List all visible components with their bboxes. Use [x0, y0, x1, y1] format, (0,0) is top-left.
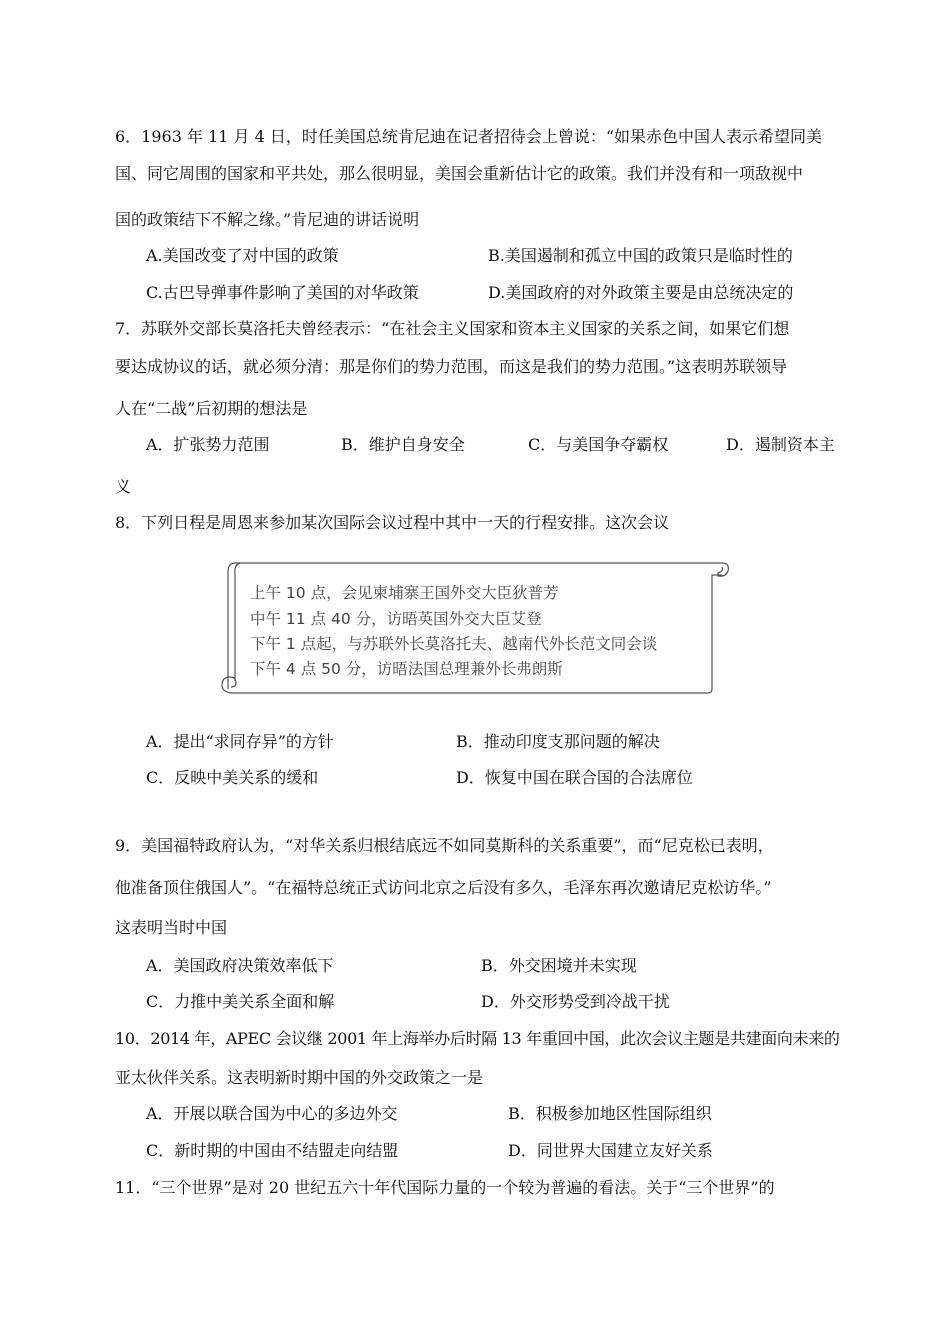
schedule-item-3: 下午 1 点起，与苏联外长莫洛托夫、越南代外长范文同会谈 [250, 635, 658, 653]
q11-stem-line-1: 11．“三个世界”是对 20 世纪五六十年代国际力量的一个较为普遍的看法。关于“三个世界”的 [115, 1178, 775, 1197]
q9-option-a: A．美国政府决策效率低下 [146, 956, 334, 975]
q7-stem-line-2: 要达成协议的话，就必须分清：那是你们的势力范围，而这是我们的势力范围。”这表明苏联领导 [115, 357, 788, 376]
q7-option-d: D．遏制资本主 [726, 435, 835, 454]
q6-option-a: A.美国改变了对中国的政策 [146, 246, 339, 265]
q10-stem-line-1: 10．2014 年，APEC 会议继 2001 年上海举办后时隔 13 年重回中国，此次会议主题是共建面向未来的 [115, 1029, 840, 1048]
q7-option-c: C．与美国争夺霸权 [528, 435, 669, 454]
q10-stem-line-2: 亚太伙伴关系。这表明新时期中国的外交政策之一是 [115, 1068, 484, 1087]
q6-stem-line-3: 国的政策结下不解之缘。”肯尼迪的讲话说明 [115, 210, 420, 229]
q7-stem-line-1: 7．苏联外交部长莫洛托夫曾经表示：“在社会主义国家和资本主义国家的关系之间，如果它们想 [115, 319, 790, 338]
q6-stem-line-2: 国、同它周围的国家和平共处，那么很明显，美国会重新估计它的政策。我们并没有和一项敌视中 [115, 164, 804, 183]
q9-option-b: B．外交困境并未实现 [481, 956, 637, 975]
q6-option-d: D.美国政府的对外政策主要是由总统决定的 [488, 283, 794, 302]
q10-option-d: D．同世界大国建立友好关系 [508, 1141, 713, 1160]
q9-option-c: C．力推中美关系全面和解 [146, 992, 335, 1011]
schedule-item-4: 下午 4 点 50 分，访晤法国总理兼外长弗朗斯 [250, 660, 563, 678]
q7-stem-line-3: 人在“二战”后初期的想法是 [115, 399, 308, 418]
q7-option-d-continued: 义 [115, 477, 132, 496]
schedule-item-1: 上午 10 点，会见柬埔寨王国外交大臣狄普芳 [250, 584, 559, 602]
schedule-scroll [214, 555, 734, 697]
q8-stem-line-1: 8．下列日程是周恩来参加某次国际会议过程中其中一天的行程安排。这次会议 [115, 513, 670, 532]
q10-option-c: C．新时期的中国由不结盟走向结盟 [146, 1141, 399, 1160]
q8-option-d: D．恢复中国在联合国的合法席位 [456, 768, 693, 787]
schedule-item-2: 中午 11 点 40 分，访晤英国外交大臣艾登 [250, 610, 542, 628]
q6-option-b: B.美国遏制和孤立中国的政策只是临时性的 [488, 246, 793, 265]
q6-option-c: C.古巴导弹事件影响了美国的对华政策 [146, 283, 419, 302]
q8-option-c: C．反映中美关系的缓和 [146, 768, 319, 787]
q9-stem-line-1: 9．美国福特政府认为，“对华关系归根结底远不如同莫斯科的关系重要”，而“尼克松已表明， [115, 836, 774, 855]
q9-option-d: D．外交形势受到冷战干扰 [481, 992, 670, 1011]
q8-option-a: A．提出“求同存异”的方针 [146, 732, 334, 751]
q10-option-b: B．积极参加地区性国际组织 [508, 1104, 712, 1123]
q9-stem-line-2: 他准备顶住俄国人”。“在福特总统正式访问北京之后没有多久，毛泽东再次邀请尼克松访华。” [115, 878, 772, 897]
q10-option-a: A．开展以联合国为中心的多边外交 [146, 1104, 398, 1123]
q8-option-b: B．推动印度支那问题的解决 [456, 732, 660, 751]
q7-option-b: B．维护自身安全 [341, 435, 465, 454]
q6-stem-line-1: 6．1963 年 11 月 4 日，时任美国总统肯尼迪在记者招待会上曾说：“如果赤色中国人表示希望同美 [115, 127, 823, 146]
q9-stem-line-3: 这表明当时中国 [115, 918, 228, 937]
q7-option-a: A．扩张势力范围 [146, 435, 270, 454]
